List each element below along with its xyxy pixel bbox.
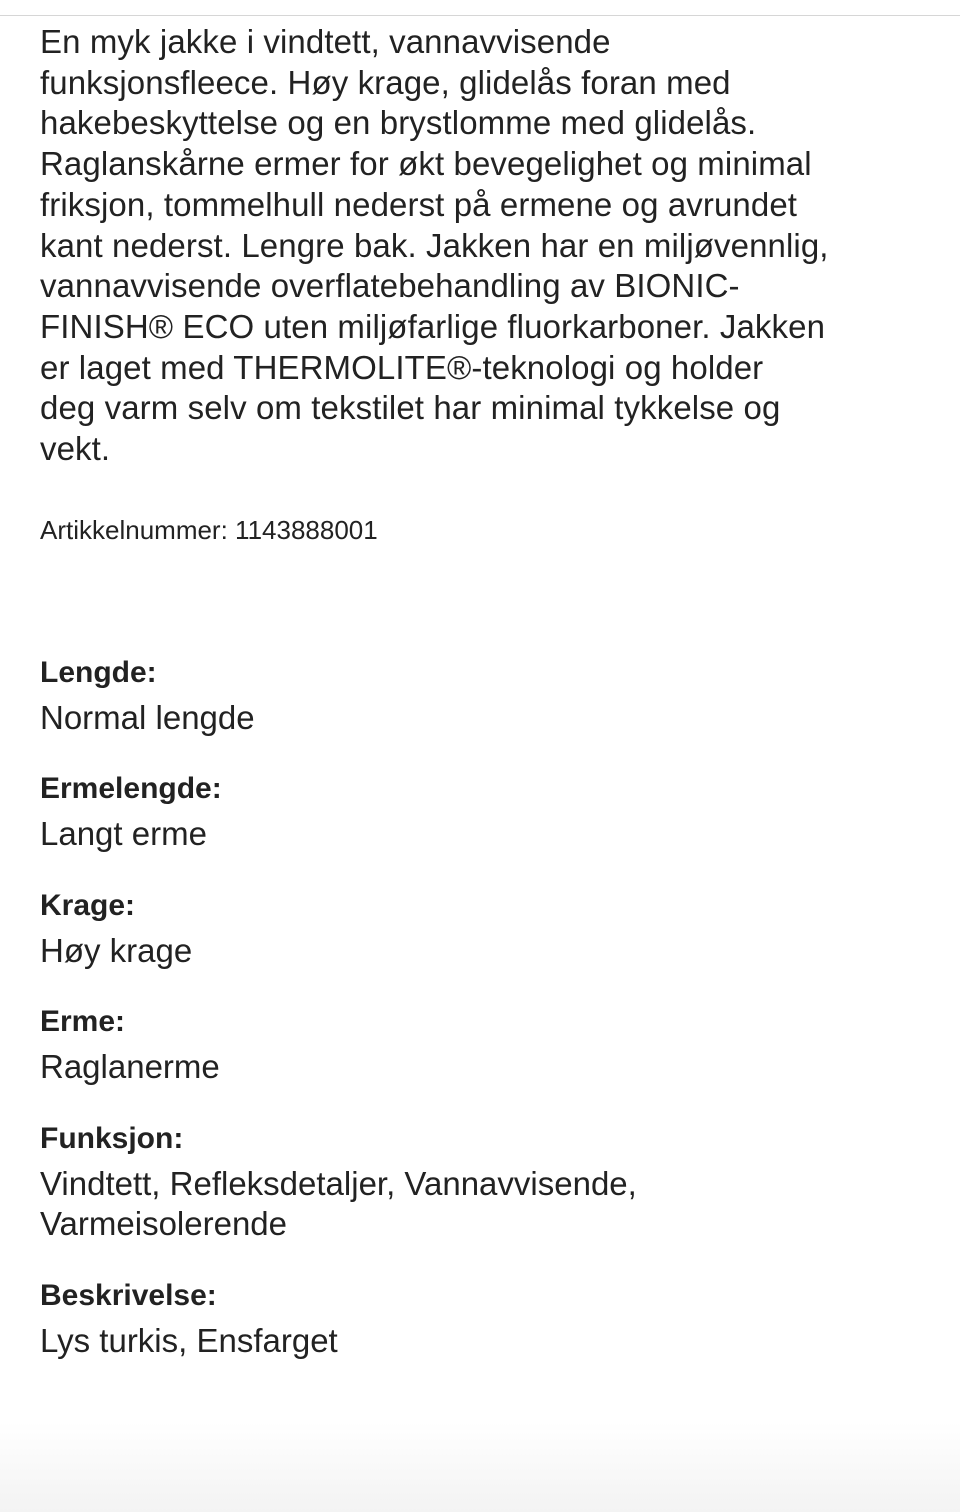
attribute-function [40,1122,920,1245]
description-line: En myk jakke i vindtett, vannavvisende [40,23,611,60]
description-line: Raglanskårne ermer for økt bevegelighet og minimal [40,145,812,183]
attribute-value [40,698,920,739]
attribute-label: Lengde: [40,655,157,689]
description-line: friksjon, tommelhull nederst på ermene og avrundet [40,185,798,223]
attribute-label: Erme: [40,1005,126,1039]
attribute-label: Funksjon: [40,1121,184,1155]
attribute-value-line: Langt erme [40,815,207,853]
attribute-label: Krage: [40,888,136,922]
attribute-value [40,1164,920,1245]
product-description [40,22,920,470]
description-line: funksjonsfleece. Høy krage, glidelås foran med [40,63,731,101]
attribute-value-line: Normal lengde [40,698,255,736]
attribute-value-line: Vindtett, Refleksdetaljer, Vannavvisende, [40,1164,637,1202]
attribute-value [40,931,920,972]
description-line: vekt. [40,430,111,468]
attribute-collar [40,889,920,972]
attribute-list [40,656,920,1362]
description-line: vannavvisende overflatebehandling av BIONIC- [40,267,740,305]
description-line: deg varm selv om tekstilet har minimal tykkelse og [40,389,781,427]
attribute-value [40,1321,920,1362]
description-line: hakebeskyttelse og en brystlomme med glidelås. [40,104,757,142]
attribute-value-line: Varmeisolerende [40,1205,288,1243]
attribute-value [40,814,920,855]
description-line: er laget med THERMOLITE®-teknologi og holder [40,348,764,386]
attribute-value-line: Høy krage [40,931,193,969]
description-line: kant nederst. Lengre bak. Jakken har en miljøvennlig, [40,226,829,264]
attribute-label: Beskrivelse: [40,1278,217,1312]
attribute-value-line: Lys turkis, Ensfarget [40,1321,338,1359]
description-line: FINISH® ECO uten miljøfarlige fluorkarboner. Jakken [40,307,826,345]
bottom-fade [0,1422,960,1512]
attribute-length [40,656,920,739]
attribute-value [40,1047,920,1088]
top-divider [0,15,960,16]
article-number: Artikkelnummer: 1143888001 [40,514,378,545]
attribute-description [40,1279,920,1362]
attribute-sleeve [40,1005,920,1088]
attribute-value-line: Raglanerme [40,1048,220,1086]
attribute-sleeve-length [40,772,920,855]
product-details [40,22,920,1395]
attribute-label: Ermelengde: [40,772,222,806]
